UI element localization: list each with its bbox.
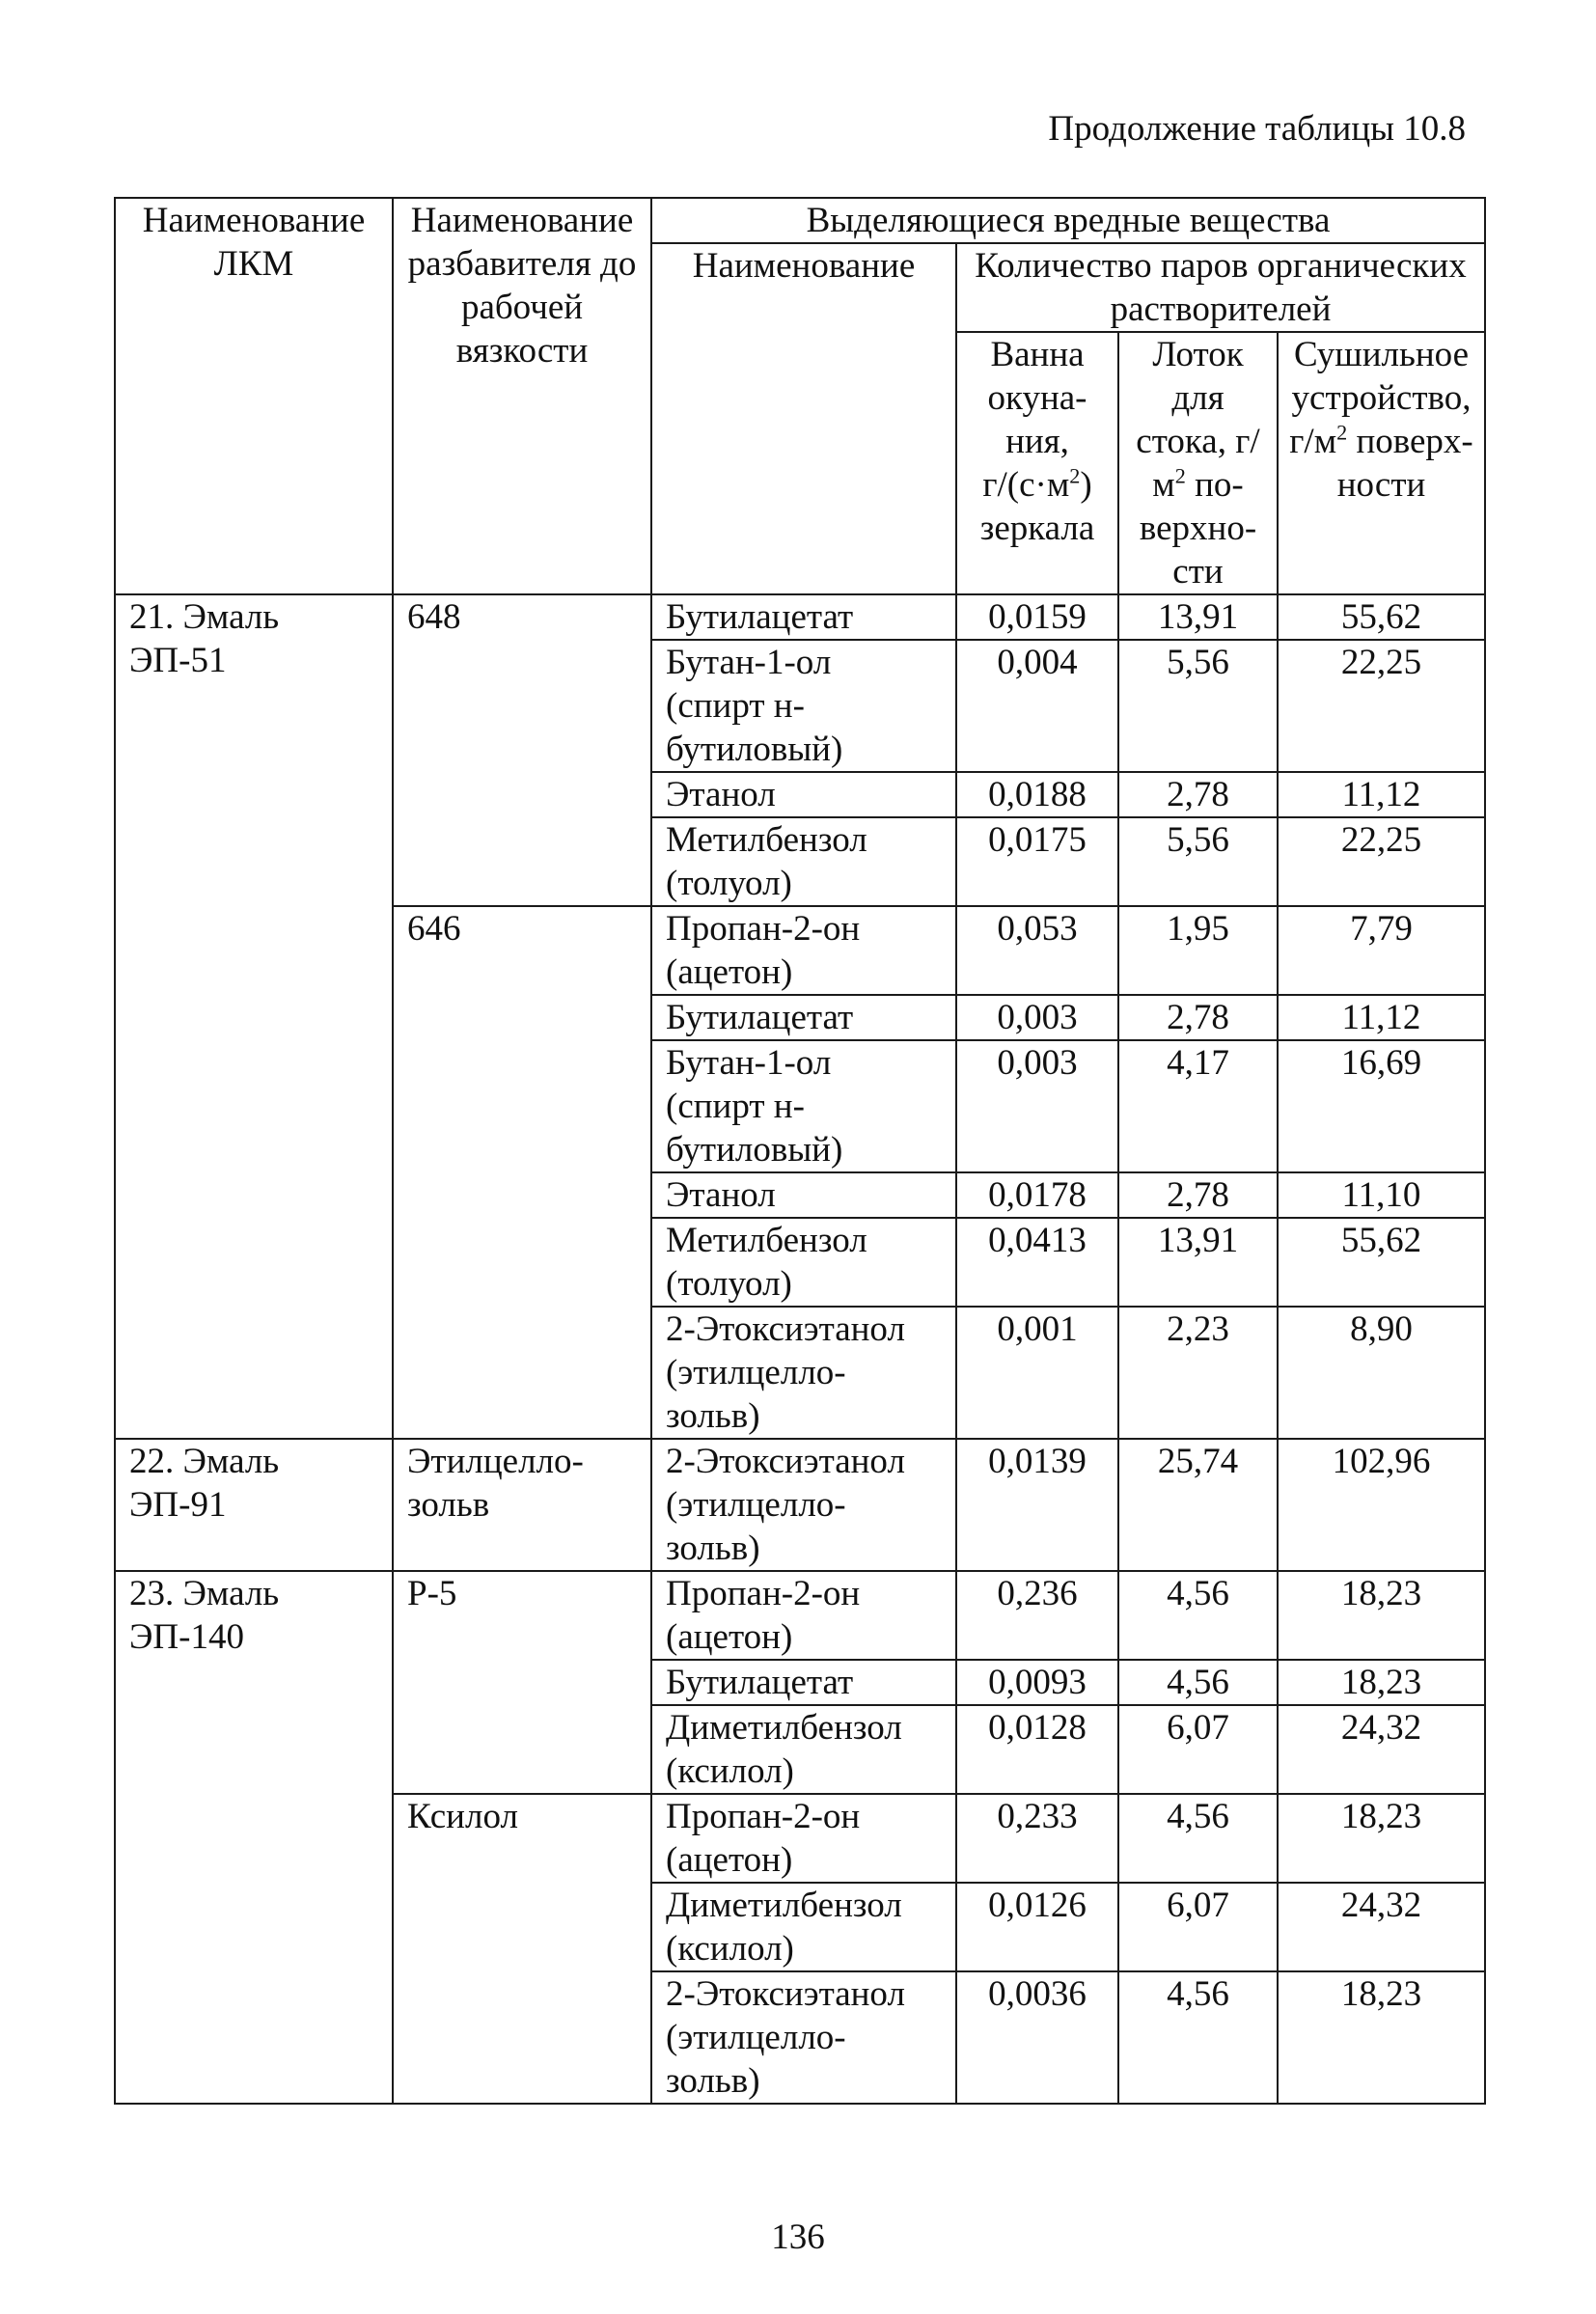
- bath-value: 0,004: [956, 640, 1118, 772]
- header-bath-unit-sup: 2: [1069, 463, 1081, 488]
- header-tray-line2: по-верхно-сти: [1139, 465, 1257, 592]
- header-dryer-line1: Сушильное устройство,: [1291, 335, 1472, 418]
- bath-value: 0,0159: [956, 594, 1118, 640]
- tray-value: 2,78: [1118, 995, 1278, 1040]
- dryer-value: 8,90: [1278, 1307, 1485, 1439]
- dryer-value: 55,62: [1278, 594, 1485, 640]
- substance-cell: Пропан-2-он (ацетон): [651, 1571, 956, 1660]
- header-tray-line1: Лоток для стока,: [1136, 335, 1244, 461]
- tray-value: 6,07: [1118, 1705, 1278, 1794]
- tray-value: 4,56: [1118, 1571, 1278, 1660]
- dryer-value: 24,32: [1278, 1883, 1485, 1971]
- substance-cell: Этанол: [651, 1172, 956, 1218]
- bath-value: 0,001: [956, 1307, 1118, 1439]
- dryer-value: 7,79: [1278, 906, 1485, 995]
- emissions-table: [114, 197, 1486, 2105]
- lkm-cell: 23. Эмаль ЭП-140: [115, 1571, 393, 2104]
- substance-cell: Бутилацетат: [651, 594, 956, 640]
- dryer-value: 22,25: [1278, 817, 1485, 906]
- substance-cell: 2-Этоксиэтанол (этилцелло- зольв): [651, 1307, 956, 1439]
- header-dryer-line2: поверх-ности: [1336, 422, 1473, 505]
- substance-cell: Бутилацетат: [651, 1660, 956, 1705]
- tray-value: 5,56: [1118, 817, 1278, 906]
- header-tray-unit: г/м: [1152, 422, 1260, 505]
- header-bath-line2: зеркала: [979, 509, 1095, 548]
- thinner-cell: 648: [393, 594, 651, 906]
- bath-value: 0,233: [956, 1794, 1118, 1883]
- header-bath-unit-a: г/(с·м: [982, 465, 1070, 505]
- tray-value: 4,56: [1118, 1971, 1278, 2104]
- tray-value: 13,91: [1118, 1218, 1278, 1307]
- tray-value: 5,56: [1118, 640, 1278, 772]
- substance-cell: Этанол: [651, 772, 956, 817]
- header-tray: [1118, 332, 1278, 594]
- page-number: 136: [771, 2218, 825, 2257]
- dryer-value: 22,25: [1278, 640, 1485, 772]
- tray-value: 2,78: [1118, 1172, 1278, 1218]
- bath-value: 0,0036: [956, 1971, 1118, 2104]
- substance-cell: Метилбензол (толуол): [651, 817, 956, 906]
- tray-value: 6,07: [1118, 1883, 1278, 1971]
- substance-cell: Диметилбензол (ксилол): [651, 1705, 956, 1794]
- thinner-cell: Ксилол: [393, 1794, 651, 2104]
- substance-cell: Пропан-2-он (ацетон): [651, 1794, 956, 1883]
- tray-value: 4,56: [1118, 1660, 1278, 1705]
- header-vapor-group: Количество паров органических растворителей: [956, 243, 1485, 332]
- lkm-cell: 21. Эмаль ЭП-51: [115, 594, 393, 1439]
- header-substance-name: Наименование: [651, 243, 956, 594]
- thinner-cell: 646: [393, 906, 651, 1439]
- header-tray-unit-sup: 2: [1174, 463, 1186, 488]
- header-dryer: [1278, 332, 1485, 594]
- substance-cell: 2-Этоксиэтанол (этилцелло- зольв): [651, 1971, 956, 2104]
- bath-value: 0,003: [956, 1040, 1118, 1172]
- dryer-value: 11,10: [1278, 1172, 1485, 1218]
- bath-value: 0,0413: [956, 1218, 1118, 1307]
- thinner-cell: Этилцелло-зольв: [393, 1439, 651, 1571]
- header-dryer-unit: г/м: [1289, 422, 1337, 461]
- dryer-value: 16,69: [1278, 1040, 1485, 1172]
- tray-value: 2,23: [1118, 1307, 1278, 1439]
- tray-value: 1,95: [1118, 906, 1278, 995]
- lkm-cell: 22. Эмаль ЭП-91: [115, 1439, 393, 1571]
- substance-cell: Диметилбензол (ксилол): [651, 1883, 956, 1971]
- bath-value: 0,003: [956, 995, 1118, 1040]
- dryer-value: 11,12: [1278, 772, 1485, 817]
- substance-cell: Бутан-1-ол (спирт н- бутиловый): [651, 1040, 956, 1172]
- table-caption: Продолжение таблицы 10.8: [1048, 109, 1466, 149]
- dryer-value: 102,96: [1278, 1439, 1485, 1571]
- dryer-value: 11,12: [1278, 995, 1485, 1040]
- header-bath: [956, 332, 1118, 594]
- dryer-value: 55,62: [1278, 1218, 1485, 1307]
- substance-cell: 2-Этоксиэтанол (этилцелло- зольв): [651, 1439, 956, 1571]
- bath-value: 0,0139: [956, 1439, 1118, 1571]
- bath-value: 0,0188: [956, 772, 1118, 817]
- bath-value: 0,236: [956, 1571, 1118, 1660]
- tray-value: 4,17: [1118, 1040, 1278, 1172]
- tray-value: 25,74: [1118, 1439, 1278, 1571]
- dryer-value: 18,23: [1278, 1571, 1485, 1660]
- header-bath-unit-b: ): [1080, 465, 1092, 505]
- header-lkm: Наименование ЛКМ: [115, 198, 393, 594]
- bath-value: 0,0126: [956, 1883, 1118, 1971]
- dryer-value: 24,32: [1278, 1705, 1485, 1794]
- substance-cell: Бутан-1-ол (спирт н- бутиловый): [651, 640, 956, 772]
- tray-value: 13,91: [1118, 594, 1278, 640]
- thinner-cell: Р-5: [393, 1571, 651, 1794]
- header-substances-group: Выделяющиеся вредные вещества: [651, 198, 1485, 243]
- substance-cell: Метилбензол (толуол): [651, 1218, 956, 1307]
- dryer-value: 18,23: [1278, 1971, 1485, 2104]
- table-row: [115, 594, 1485, 640]
- table-row: [115, 1571, 1485, 1660]
- bath-value: 0,0175: [956, 817, 1118, 906]
- tray-value: 2,78: [1118, 772, 1278, 817]
- substance-cell: Бутилацетат: [651, 995, 956, 1040]
- bath-value: 0,0128: [956, 1705, 1118, 1794]
- substance-cell: Пропан-2-он (ацетон): [651, 906, 956, 995]
- table-row: [115, 1439, 1485, 1571]
- bath-value: 0,0178: [956, 1172, 1118, 1218]
- header-thinner: Наименование разбавителя до рабочей вязкости: [393, 198, 651, 594]
- header-dryer-unit-sup: 2: [1336, 420, 1348, 445]
- bath-value: 0,053: [956, 906, 1118, 995]
- header-bath-line1: Ванна окуна-ния,: [987, 335, 1087, 461]
- tray-value: 4,56: [1118, 1794, 1278, 1883]
- dryer-value: 18,23: [1278, 1660, 1485, 1705]
- dryer-value: 18,23: [1278, 1794, 1485, 1883]
- bath-value: 0,0093: [956, 1660, 1118, 1705]
